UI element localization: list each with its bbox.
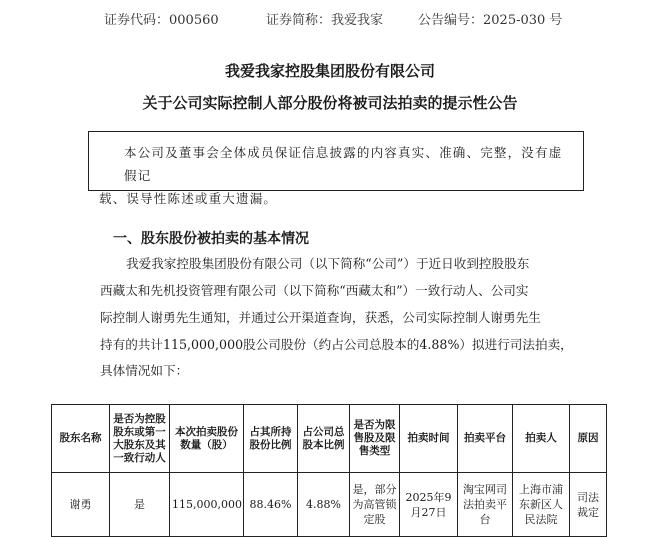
- cell-auction-platform: 淘宝网司法拍卖平台: [458, 473, 513, 537]
- paragraph-line-5: 具体情况如下：: [100, 363, 189, 378]
- header-shareholder-name: 股东名称: [52, 405, 110, 473]
- header-auction-time: 拍卖时间: [400, 405, 458, 473]
- stock-code: 证券代码：000560: [104, 13, 219, 28]
- cell-ratio-of-total-capital: 4.88%: [298, 473, 350, 537]
- header-ratio-of-total-capital: 占公司总股本比例: [298, 405, 350, 473]
- section-heading: 一、股东股份被拍卖的基本情况: [113, 231, 309, 247]
- notice-line-2: 载、误导性陈述或重大遗漏。: [99, 191, 278, 206]
- header-auctioneer: 拍卖人: [513, 405, 570, 473]
- cell-shareholder-name: 谢勇: [52, 473, 110, 537]
- cell-ratio-of-held-shares: 88.46%: [244, 473, 298, 537]
- paragraph-line-4: 持有的共计115,000,000股公司股份（约占公司总股本的4.88%）拟进行司法拍卖，: [100, 337, 573, 352]
- header-ratio-of-held-shares: 占其所持股份比例: [244, 405, 298, 473]
- header-controlling-shareholder: 是否为控股股东或第一大股东及其一致行动人: [110, 405, 170, 473]
- cell-auction-time: 2025年9月27日: [400, 473, 458, 537]
- table-row: [52, 473, 607, 537]
- notice-line-1: 本公司及董事会全体成员保证信息披露的内容真实、准确、完整，没有虚假记: [124, 145, 563, 183]
- table-header-row: [52, 405, 607, 473]
- document-title: 关于公司实际控制人部分股份将被司法拍卖的提示性公告: [142, 94, 518, 112]
- header-auction-platform: 拍卖平台: [458, 405, 513, 473]
- cell-restricted-share-type: 是，部分为高管锁定股: [350, 473, 400, 537]
- announcement-number: 公告编号：2025-030 号: [418, 13, 563, 28]
- cell-auctioneer: 上海市浦东新区人民法院: [513, 473, 570, 537]
- header-reason: 原因: [570, 405, 607, 473]
- auction-details-table: [51, 404, 607, 537]
- paragraph-line-3: 际控制人谢勇先生通知，并通过公开渠道查询，获悉，公司实际控制人谢勇先生: [100, 310, 541, 325]
- stock-abbreviation: 证券简称：我爱我家: [266, 13, 384, 28]
- cell-controlling-shareholder: 是: [110, 473, 170, 537]
- cell-reason: 司法裁定: [570, 473, 607, 537]
- cell-auction-share-quantity: 115,000,000: [170, 473, 244, 537]
- header-auction-share-quantity: 本次拍卖股份数量（股）: [170, 405, 244, 473]
- header-restricted-share-type: 是否为限售股及限售类型: [350, 405, 400, 473]
- company-title: 我爱我家控股集团股份有限公司: [224, 62, 435, 80]
- paragraph-line-2: 西藏太和先机投资管理有限公司（以下简称“西藏太和”）一致行动人、公司实: [100, 283, 529, 298]
- disclosure-notice-box: [88, 131, 584, 206]
- paragraph-line-1: 我爱我家控股集团股份有限公司（以下简称“公司”）于近日收到控股股东: [126, 256, 530, 271]
